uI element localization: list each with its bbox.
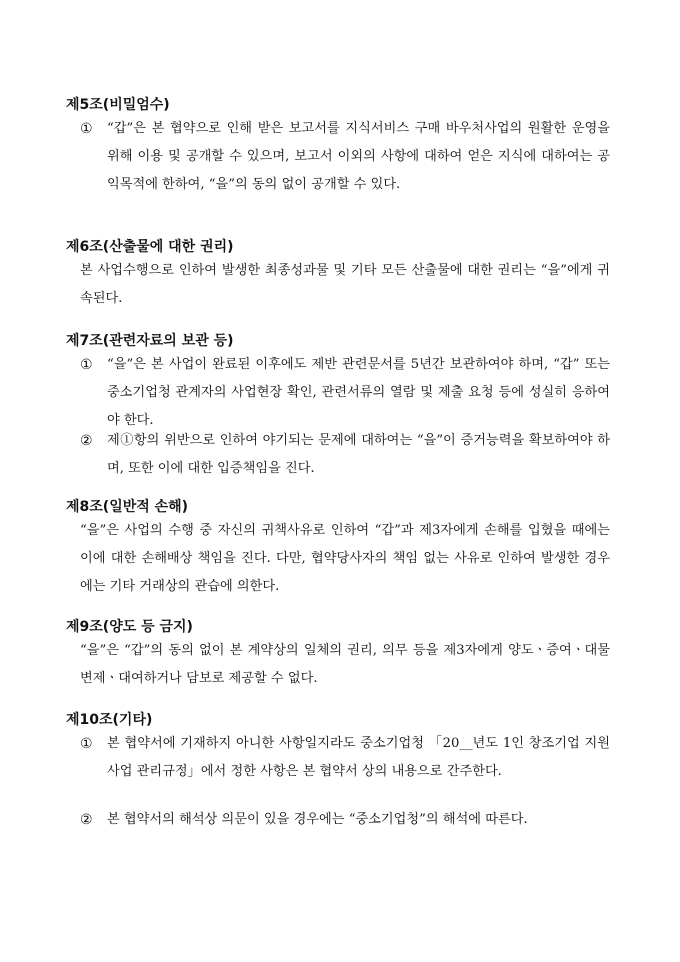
item-marker: ① (80, 357, 93, 373)
item-text: “을”은 본 사업이 완료된 이후에도 제반 관련문서를 5년간 보관하여야 하며, “갑” 또는 중소기업청 관계자의 사업현장 확인, 관련서류의 열람 및 제출 요청 등에 성실히 응하여야 한다. (107, 357, 610, 428)
item-marker: ② (80, 812, 93, 828)
article-9-text: “을”은 “갑”의 동의 없이 본 계약상의 일체의 권리, 의무 등을 제3자에게 양도ㆍ증여ㆍ대물변제ㆍ대여하거나 담보로 제공할 수 없다. (80, 643, 610, 686)
item-marker: ① (80, 736, 93, 752)
article-9-title: 제9조(양도 등 금지) (66, 619, 193, 635)
article-8-title: 제8조(일반적 손해) (66, 499, 189, 515)
item-text: 본 협약서에 기재하지 아니한 사항일지라도 중소기업청 「20__년도 1인 창조기업 지원사업 관리규정」에서 정한 사항은 본 협약서 상의 내용으로 간주한다. (107, 736, 610, 779)
item-marker: ① (80, 121, 93, 137)
article-6-title: 제6조(산출물에 대한 권리) (66, 239, 234, 255)
article-7-title: 제7조(관련자료의 보관 등) (66, 333, 234, 349)
article-6-text: 본 사업수행으로 인하여 발생한 최종성과물 및 기타 모든 산출물에 대한 권리는 “을”에게 귀속된다. (80, 263, 610, 306)
item-text: “갑”은 본 협약으로 인해 받은 보고서를 지식서비스 구매 바우처사업의 원활한 운영을 위해 이용 및 공개할 수 있으며, 보고서 이외의 사항에 대하여 얻은 지식에 대하여는 공익목적에 한하여, “을”의 동의 없이 공개할 수 있다. (107, 121, 610, 192)
article-5-title: 제5조(비밀엄수) (66, 97, 170, 113)
item-text: 제①항의 위반으로 인하여 야기되는 문제에 대하여는 “을”이 증거능력을 확보하여야 하며, 또한 이에 대한 입증책임을 진다. (107, 433, 610, 476)
item-text: 본 협약서의 해석상 의문이 있을 경우에는 “중소기업청”의 해석에 따른다. (107, 812, 528, 827)
article-10-title: 제10조(기타) (66, 712, 153, 728)
item-marker: ② (80, 433, 93, 449)
article-8-text: “을”은 사업의 수행 중 자신의 귀책사유로 인하여 “갑”과 제3자에게 손해를 입혔을 때에는 이에 대한 손해배상 책임을 진다. 다만, 협약당사자의 책임 없는 사유로 인하여 발생한 경우에는 기타 거래상의 관습에 의한다. (80, 523, 610, 594)
